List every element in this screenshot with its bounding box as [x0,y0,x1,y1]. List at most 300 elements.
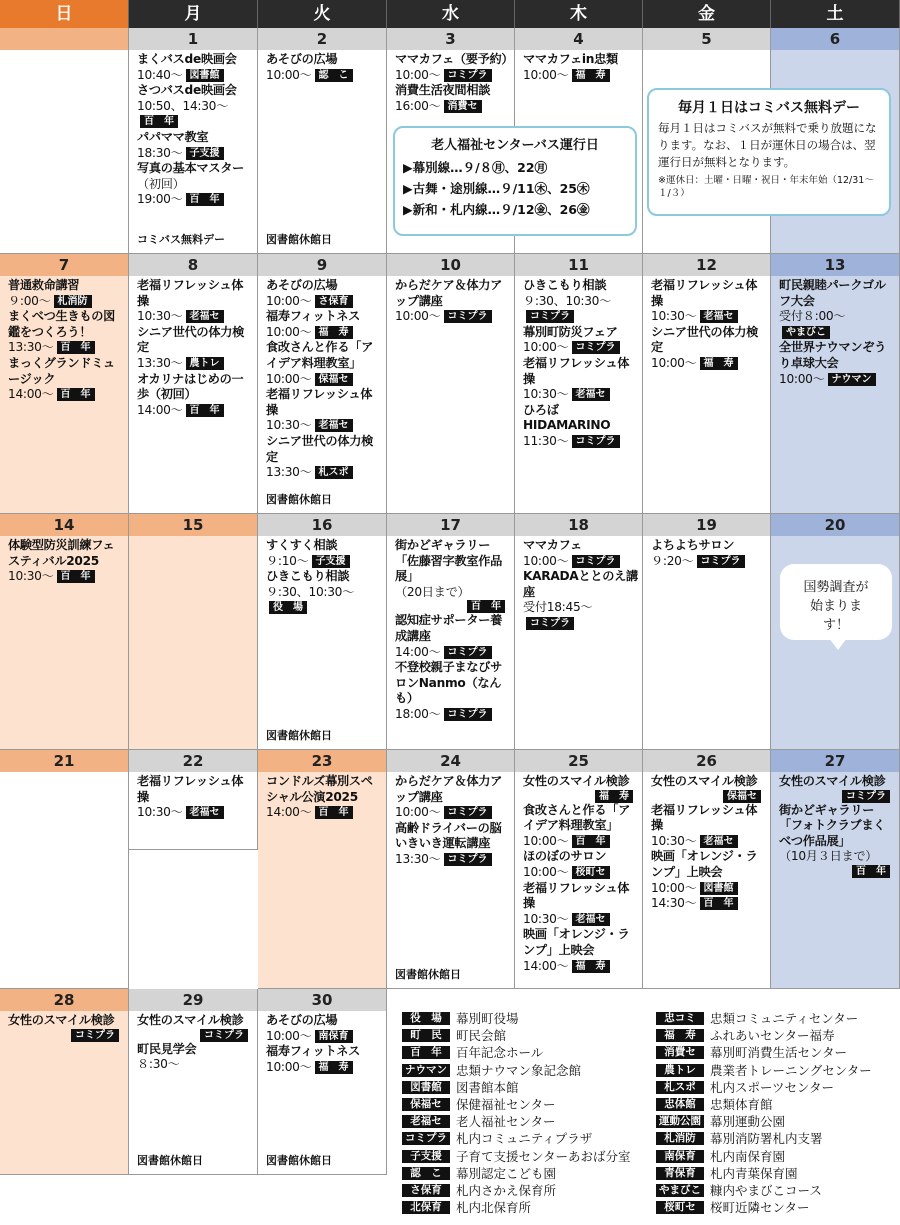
event-item[interactable] [266,278,383,309]
event-item[interactable] [266,1044,383,1075]
legend-label: 幕別町役場 [456,1011,519,1027]
day-number: 19 [643,514,770,536]
event-time: 10:30～ [8,569,54,584]
day-cell-11[interactable] [515,254,643,514]
event-time-row [137,99,254,130]
events [258,276,386,481]
event-item[interactable] [266,569,383,616]
day-cell-7[interactable] [0,254,129,514]
legend-label: 札内北保育所 [456,1200,532,1216]
event-item[interactable] [137,372,254,419]
event-title: からだケア＆体力アップ講座 [395,278,502,308]
weekday-sat: 土 [771,0,900,28]
venue-tag: 図書館 [186,69,224,82]
day-number: 30 [258,989,386,1011]
event-time-row [8,294,125,310]
event-item[interactable] [137,278,254,325]
venue-tag: 農トレ [186,357,224,370]
day-cell-20[interactable] [771,514,900,750]
event-time-row [266,372,383,388]
event-time: 13:30～ [137,355,183,370]
venue-tag: 老福セ [315,419,353,432]
event-item[interactable] [8,278,125,309]
event-item[interactable] [395,821,511,868]
legend-abbr: ナウマン [402,1064,450,1077]
event-time-row [8,1029,125,1042]
event-time-row [266,554,383,570]
day-cell-9[interactable] [258,254,387,514]
event-title: シニア世代の体力検定 [266,433,373,464]
event-time: 10:00～ [651,880,697,895]
event-item[interactable] [523,356,639,403]
event-item[interactable] [523,803,639,850]
event-title: 街かどギャラリー「フォトクラブまくべつ作品展」 [779,802,886,848]
event-title: ママカフェ [523,538,582,552]
event-time: 10:00～ [523,864,569,879]
event-time-row [651,554,767,570]
event-time: 14:00～ [395,644,441,659]
venue-tag: 百 年 [186,404,224,417]
day-number: 5 [643,28,770,50]
event-time: 13:30～ [266,465,312,480]
event-time-row [395,805,511,821]
event-time-row [523,912,639,928]
event-time-row [137,805,254,821]
event-time: 10:00～ [266,67,312,82]
venue-tag: コミプラ [697,555,745,568]
event-time-row [395,852,511,868]
event-item[interactable] [523,325,639,356]
event-item[interactable] [266,387,383,434]
event-time-row [266,294,383,310]
day-cell-24[interactable] [387,750,515,989]
event-item[interactable] [137,161,254,208]
event-time-row [779,309,896,340]
event-item[interactable] [779,278,896,340]
event-title: からだケア＆体力アップ講座 [395,774,502,804]
venue-tag: 福 寿 [315,326,353,339]
day-number: 18 [515,514,642,536]
event-title: 女性のスマイル検診 [779,774,886,788]
event-item[interactable] [137,83,254,130]
event-time-row [8,387,125,403]
event-time: 10:00～ [395,309,441,324]
legend-label: 図書館本館 [456,1079,519,1095]
venue-tag: コミプラ [444,646,492,659]
events [0,1011,128,1042]
event-item[interactable] [523,52,639,83]
event-time-row [523,434,639,450]
day-note: コミバス無料デー [137,233,225,246]
event-time-row [137,309,254,325]
event-time-row [651,309,767,325]
bus-schedule-box [393,126,637,236]
event-time: 10:00～ [523,67,569,82]
event-time-row [395,99,511,115]
legend-label: 保健福祉センター [456,1097,556,1113]
events [643,536,770,569]
day-number: 12 [643,254,770,276]
legend-row [656,1182,896,1199]
event-title: ママカフェin忠類 [523,52,618,66]
legend-abbr: 老福セ [402,1115,450,1128]
event-time-row [8,340,125,356]
event-title: 全世界ナウマンぞうり卓球大会 [779,340,886,370]
event-item[interactable] [651,774,767,803]
legend-abbr: 役 場 [402,1012,450,1025]
event-item[interactable] [137,1013,254,1042]
event-title: ひきこもり相談 [266,569,350,584]
event-time: 14:00～ [137,402,183,417]
event-item[interactable] [8,538,125,585]
day-cell-29[interactable] [129,989,258,1175]
events [258,50,386,83]
day-cell-1[interactable] [129,28,258,254]
event-title: シニア世代の体力検定 [651,324,758,355]
day-cell-12[interactable] [643,254,771,514]
event-time: 14:00～ [8,387,54,402]
event-time-row [266,1060,383,1076]
event-item[interactable] [8,309,125,356]
venue-tag: 百 年 [57,570,95,583]
free-body: 毎月１日はコミバスが無料で乗り放題になります。なお、１日が運休日の場合は、翌運行日が無料となります。 [658,121,877,169]
venue-tag: コミプラ [444,806,492,819]
event-item[interactable] [779,803,896,878]
day-number: 7 [0,254,128,276]
legend-abbr: 札スポ [656,1081,704,1094]
event-item[interactable] [523,774,639,803]
legend-label: ふれあいセンター福寿 [710,1028,835,1044]
day-cell-22[interactable] [129,750,258,850]
event-title: あそびの広場 [266,52,338,66]
event-time-row [523,959,639,975]
event-item[interactable] [395,538,511,613]
event-item[interactable] [523,927,639,974]
event-item[interactable] [395,613,511,660]
event-title: 不登校親子まなびサロンNanmo（なんも） [395,660,502,706]
free-note: ※運休日：土曜・日曜・祝日・年末年始（12/31～１/３） [658,175,874,199]
events [387,276,514,325]
legend-label: 子育て支援センターあおば分室 [456,1148,631,1164]
day-cell-26[interactable] [643,750,771,989]
day-number: 24 [387,750,514,772]
event-time-row [523,600,639,631]
venue-tag: コミプラ [526,617,574,630]
event-item[interactable] [523,881,639,928]
venue-tag: 図書館 [700,882,738,895]
event-title: KARADAととのえ講座 [523,569,638,599]
day-cell-2[interactable] [258,28,387,254]
legend-row [402,1148,652,1165]
legend-label: 忠類ナウマン象記念館 [456,1062,582,1078]
legend-abbr: 子支援 [402,1150,450,1163]
event-item[interactable] [137,130,254,161]
event-time: 14:30～ [651,896,697,911]
day-cell-25[interactable] [515,750,643,989]
event-item[interactable] [137,52,254,83]
legend-abbr: コミプラ [402,1132,450,1145]
day-note: 図書館休館日 [266,233,332,246]
event-time: 受付18:45～ [523,600,593,615]
day-number: 9 [258,254,386,276]
venue-tag: 百 年 [700,897,738,910]
day-note: 図書館休館日 [137,1154,203,1167]
legend-row [656,1113,896,1130]
event-item[interactable] [266,1013,383,1044]
event-time: 10:30～ [523,911,569,926]
event-time-row [651,790,767,803]
event-time-row [779,865,896,878]
event-time: 16:00～ [395,98,441,113]
event-time-row [395,707,511,723]
event-time: 10:00～ [651,355,697,370]
legend-row [656,1079,896,1096]
venue-tag: 福 寿 [572,960,610,973]
bus-title: 老人福祉センターバス運行日 [431,138,599,153]
event-item[interactable] [395,52,514,83]
day-cell-23[interactable] [258,750,387,989]
events [129,50,257,208]
venue-tag: コミプラ [444,310,492,323]
event-title: 幕別町防災フェア [523,324,618,339]
events [643,276,770,372]
weekday-wed: 水 [387,0,515,28]
venue-tag: 百 年 [57,341,95,354]
event-item[interactable] [523,849,639,880]
legend-row [402,1027,652,1044]
event-time: 10:00～ [266,1028,312,1043]
day-number: 21 [0,750,128,772]
event-item[interactable] [266,340,383,387]
event-item[interactable] [523,403,639,450]
event-time-row [523,387,639,403]
legend-abbr: 農トレ [656,1064,704,1077]
event-time-row [523,865,639,881]
legend-row [402,1199,652,1216]
day-number: 25 [515,750,642,772]
legend-row [402,1165,652,1182]
events [643,772,770,912]
venue-tag: 百 年 [852,865,890,878]
venue-tag: 百 年 [57,388,95,401]
venue-tag: コミプラ [842,790,890,803]
event-time: 10:00～ [523,833,569,848]
event-time: 10:00～ [779,371,825,386]
day-cell-14[interactable] [0,514,129,750]
day-cell-30[interactable] [258,989,387,1175]
legend-row [402,1062,652,1079]
legend-label: 糠内やまびこコース [710,1182,822,1198]
event-item[interactable] [395,83,511,114]
legend-row [402,1044,652,1061]
day-number: 11 [515,254,642,276]
day-cell-19[interactable] [643,514,771,750]
event-item[interactable] [651,538,767,569]
day-note: 図書館休館日 [266,493,332,506]
bus-line: ▶古舞・途別線…９/11㊍、25㊍ [403,181,590,196]
day-cell-15[interactable] [129,514,258,750]
legend-label: 老人福祉センター [456,1114,556,1130]
events [515,276,642,450]
day-cell-27[interactable] [771,750,900,989]
venue-tag: 百 年 [186,193,224,206]
venue-tag: 福 寿 [315,1061,353,1074]
day-number: 28 [0,989,128,1011]
event-time: 10:00～ [266,324,312,339]
event-time-row [523,294,639,325]
event-title: 老福リフレッシュ体操 [523,355,630,386]
legend-label: 桜町近隣センター [710,1200,810,1216]
event-title: 老福リフレッシュ体操 [266,387,373,417]
venue-tag: さ保育 [315,295,353,308]
legend-abbr: 町 民 [402,1029,450,1042]
event-time: ９:30、10:30～ [266,584,354,599]
event-item[interactable] [137,325,254,372]
venue-tag: 役 場 [269,601,307,614]
event-title: 老福リフレッシュ体操 [651,278,758,308]
legend-abbr: 北保育 [402,1201,450,1214]
event-time: 10:30～ [651,833,697,848]
event-title: 街かどギャラリー「佐藤習字教室作品展」 [395,538,502,584]
day-number: 14 [0,514,128,536]
event-title: 高齢ドライバーの脳いきいき運転講座 [395,820,502,851]
venue-tag: 老福セ [700,835,738,848]
event-item[interactable] [779,340,896,387]
day-number: 20 [771,514,899,536]
event-time-row [137,68,254,84]
venue-tag: 消費セ [444,100,482,113]
event-time: 11:30～ [523,433,569,448]
weekday-thu: 木 [515,0,643,28]
event-item[interactable] [266,434,383,481]
bus-list [403,157,627,220]
legend-label: 幕別消防署札内支署 [710,1131,823,1147]
legend-abbr: 札消防 [656,1132,704,1145]
events [515,50,642,83]
event-time-row [395,309,511,325]
day-cell-10[interactable] [387,254,515,514]
day-number: 16 [258,514,386,536]
event-title: ひろばHIDAMARINO [523,402,611,433]
legend-row [402,1130,652,1147]
day-cell-13[interactable] [771,254,900,514]
venue-tag: 保福セ [723,790,761,803]
day-cell-21[interactable] [0,750,129,989]
event-item[interactable] [266,538,383,569]
day-cell-8[interactable] [129,254,258,514]
day-cell-16[interactable] [258,514,387,750]
event-time-row [137,146,254,162]
day-note: 図書館休館日 [395,968,461,981]
venue-tag: 百 年 [467,600,505,613]
legend-abbr: 消費セ [656,1046,704,1059]
event-item[interactable] [651,849,767,896]
legend-abbr: 運動公園 [656,1115,704,1128]
venue-tag: 老福セ [572,913,610,926]
events [771,772,899,878]
venue-tag: 子支援 [312,555,350,568]
venue-tag: 子支援 [186,147,224,160]
venue-tag: コミプラ [526,310,574,323]
event-item[interactable] [779,774,896,803]
event-time-row [137,192,254,208]
day-cell-17[interactable] [387,514,515,750]
event-item[interactable] [523,569,639,631]
legend-abbr: 忠コミ [656,1012,704,1025]
event-time-row [137,356,254,372]
legend-row [656,1044,896,1061]
legend-left [402,1010,652,1216]
events [129,772,257,821]
day-number: 6 [771,28,899,50]
day-cell-empty [0,28,129,254]
event-time-row [266,325,383,341]
event-title: オカリナはじめの一歩（初回） [137,371,244,402]
event-item[interactable] [137,1042,254,1073]
legend-label: 幕別町消費生活センター [710,1045,848,1061]
free-bus-box [647,88,891,216]
event-item[interactable] [651,803,767,850]
event-item[interactable] [395,774,511,821]
event-subtitle: （20日まで） [395,584,470,599]
legend-abbr: 桜町セ [656,1201,704,1214]
day-number: 27 [771,750,899,772]
event-item[interactable] [395,660,511,722]
legend-abbr: 保福セ [402,1098,450,1111]
day-cell-28[interactable] [0,989,129,1175]
event-item[interactable] [266,309,383,340]
day-number: 2 [258,28,386,50]
event-item[interactable] [523,278,639,325]
event-title: さつバスde映画会 [137,83,237,98]
event-item[interactable] [8,356,125,403]
event-title: 女性のスマイル検診 [8,1013,115,1027]
event-item[interactable] [395,278,511,325]
event-item[interactable] [523,538,639,569]
legend-row [656,1062,896,1079]
legend-row [402,1182,652,1199]
event-time-row [266,465,383,481]
event-subtitle: （初回） [137,176,185,191]
venue-tag: コミプラ [572,435,620,448]
legend-label: 町民会館 [456,1028,507,1044]
event-time-row [395,600,511,613]
day-cell-18[interactable] [515,514,643,750]
event-time-row [651,896,767,912]
day-note: 図書館休館日 [266,729,332,742]
event-time-row [137,1057,254,1073]
event-item[interactable] [266,774,383,821]
event-title: まくバスde映画会 [137,52,237,66]
event-item[interactable] [266,52,383,83]
bus-line: ▶新和・札内線…９/12㊎、26㊎ [403,202,590,217]
events [387,50,514,114]
legend-row [656,1148,896,1165]
event-item[interactable] [651,278,767,325]
event-item[interactable] [137,774,254,821]
event-item[interactable] [8,1013,125,1042]
event-time: 10:50、14:30～ [137,98,229,113]
legend-row [402,1010,652,1027]
event-title: 映画「オレンジ・ランプ」上映会 [651,849,758,879]
events [258,1011,386,1075]
event-item[interactable] [651,325,767,372]
legend-label: 札内青葉保育園 [710,1165,798,1181]
event-time-row [137,403,254,419]
event-time-row [651,356,767,372]
event-item[interactable] [651,896,767,912]
day-number: 22 [129,750,257,772]
